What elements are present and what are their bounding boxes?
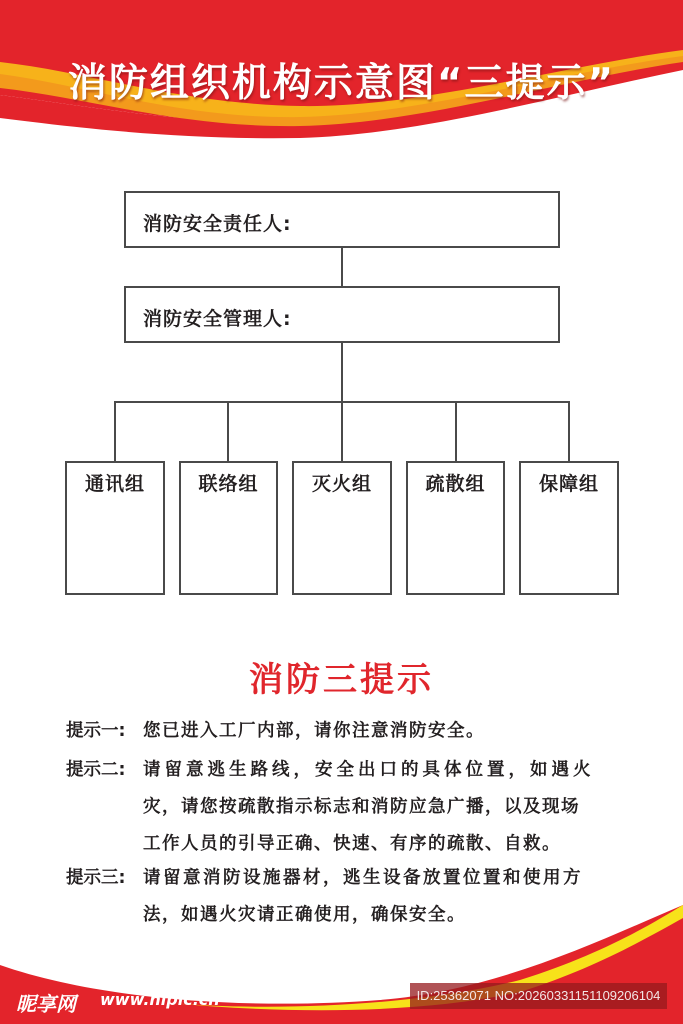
group-box-communication (65, 461, 165, 595)
group-label: 联络组 (198, 473, 259, 495)
connector-line (341, 401, 343, 461)
group-box-firefighting (292, 461, 392, 595)
tip-text-line: 请留意逃生路线，安全出口的具体位置，如遇火 (143, 760, 595, 780)
group-label: 灭火组 (311, 473, 372, 495)
group-label: 保障组 (538, 473, 599, 495)
group-label: 通讯组 (84, 473, 145, 495)
fire-safety-manager-box (124, 286, 560, 343)
group-box-evacuation (406, 461, 505, 595)
tip-label: 提示一: (66, 721, 126, 741)
tip-label: 提示二: (66, 760, 126, 780)
tip-text-line: 灾，请您按疏散指示标志和消防应急广播，以及现场 (143, 797, 580, 817)
manager-label: 消防安全管理人: (143, 308, 292, 330)
connector-line (568, 401, 570, 461)
connector-line (341, 343, 343, 402)
group-box-support (519, 461, 619, 595)
group-label: 疏散组 (425, 473, 486, 495)
tip-text-line: 请留意消防设施器材，逃生设备放置位置和使用方 (143, 868, 583, 888)
tips-title: 消防三提示 (249, 660, 434, 700)
tip-label: 提示三: (66, 868, 126, 888)
responsible-person-label: 消防安全责任人: (143, 213, 292, 235)
tip-text-line: 工作人员的引导正确、快速、有序的疏散、自救。 (143, 834, 561, 854)
watermark-url: www.nipic.cn (100, 990, 220, 1009)
group-box-liaison (179, 461, 278, 595)
watermark-logo: 昵享网 (16, 992, 76, 1016)
tip-text-line: 您已进入工厂内部，请你注意消防安全。 (143, 721, 485, 741)
page-title: 消防组织机构示意图“三提示” (67, 61, 616, 106)
connector-line (114, 401, 116, 461)
connector-line (341, 248, 343, 286)
connector-line (227, 401, 229, 461)
fire-safety-responsible-person-box (124, 191, 560, 248)
tip-text-line: 法，如遇火灾请正确使用，确保安全。 (143, 905, 466, 925)
connector-line (455, 401, 457, 461)
watermark-id: ID:25362071 NO:20260331151109206104 (410, 983, 667, 1009)
